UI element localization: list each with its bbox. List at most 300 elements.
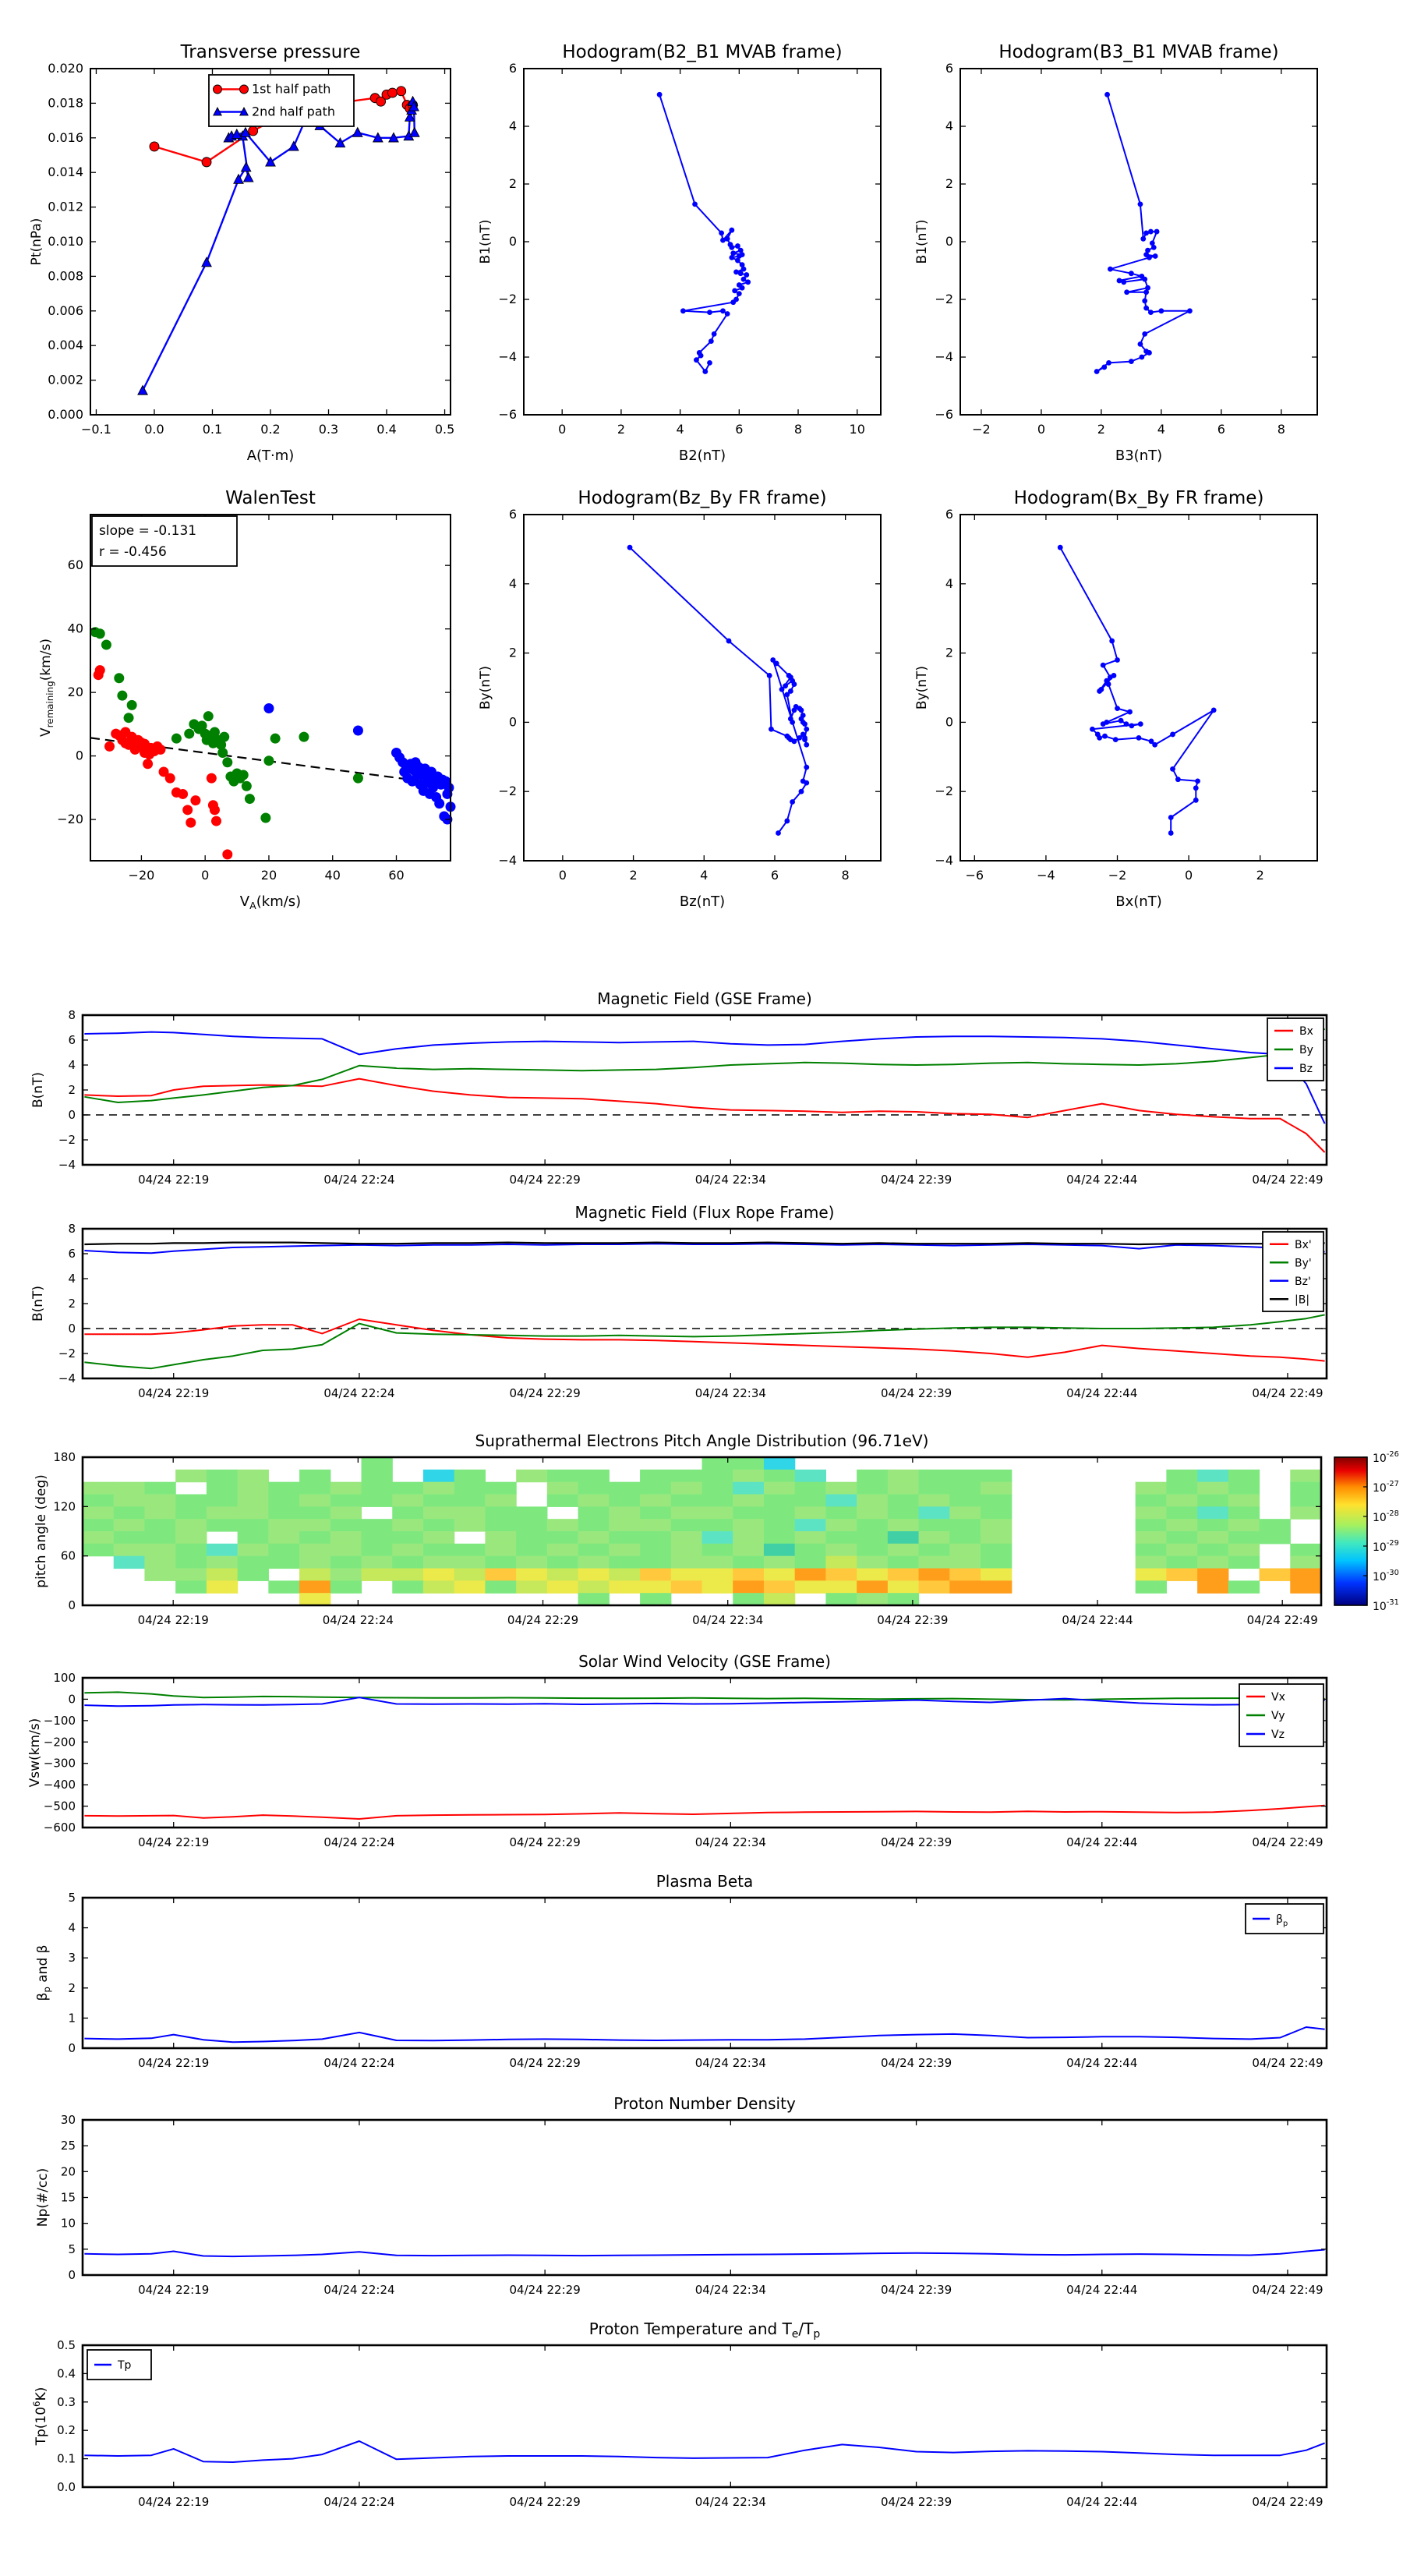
heatmap-cell xyxy=(1166,1556,1197,1569)
heatmap-cell xyxy=(981,1470,1012,1482)
y-tick-label: −200 xyxy=(43,1735,76,1750)
heatmap-cell xyxy=(175,1495,207,1507)
marker-dot xyxy=(657,92,663,97)
legend-label: $\beta_p$ xyxy=(1276,1913,1288,1928)
heatmap-cell xyxy=(888,1495,919,1507)
y-axis-label: $V_{remaining}(km/s)$ xyxy=(38,639,55,737)
heatmap-cell xyxy=(795,1470,826,1482)
heatmap-cell xyxy=(825,1506,857,1519)
legend-label: By' xyxy=(1295,1257,1312,1270)
marker-dot xyxy=(1111,673,1117,678)
heatmap-cell xyxy=(1228,1556,1260,1569)
y-tick-label: −6 xyxy=(935,407,953,422)
colorbar-tick-label: $10^{-31}$ xyxy=(1373,1598,1399,1613)
x-tick-label: 8 xyxy=(841,868,850,883)
marker-dot xyxy=(1148,229,1154,235)
heatmap-cell xyxy=(640,1593,671,1605)
panel-transverse-pressure xyxy=(29,42,454,464)
x-tick-label: 04/24 22:39 xyxy=(880,2283,952,2297)
marker-triangle xyxy=(289,141,299,150)
x-tick-label: 04/24 22:29 xyxy=(509,1173,581,1187)
marker-dot xyxy=(1058,545,1063,550)
x-tick-label: 04/24 22:34 xyxy=(694,1835,766,1849)
marker-dot xyxy=(210,805,220,815)
heatmap-cell xyxy=(423,1580,454,1593)
heatmap-cell xyxy=(981,1569,1012,1581)
y-tick-label: 60 xyxy=(67,557,83,573)
marker-dot xyxy=(353,773,363,784)
marker-dot xyxy=(738,271,744,276)
x-tick-label: 04/24 22:34 xyxy=(694,2495,766,2509)
marker-dot xyxy=(1147,350,1152,356)
heatmap-cell xyxy=(392,1556,423,1569)
heatmap-cell xyxy=(640,1556,671,1569)
marker-dot xyxy=(1124,721,1129,727)
marker-dot xyxy=(1153,253,1158,259)
heatmap-cell xyxy=(485,1556,516,1569)
y-tick-label: 0 xyxy=(68,1598,76,1612)
x-tick-label: 04/24 22:44 xyxy=(1066,2283,1138,2297)
x-tick-label: 04/24 22:29 xyxy=(509,2495,581,2509)
heatmap-cell xyxy=(671,1580,702,1593)
y-tick-label: 2 xyxy=(508,645,517,660)
marker-dot xyxy=(790,799,795,805)
heatmap-cell xyxy=(733,1506,764,1519)
heatmap-cell xyxy=(1260,1569,1291,1581)
marker-dot xyxy=(353,725,363,735)
heatmap-cell xyxy=(949,1506,981,1519)
panel-walen-test xyxy=(38,488,456,911)
series-Bx-prime xyxy=(84,1319,1324,1361)
heatmap-cell xyxy=(516,1556,547,1569)
heatmap-cell xyxy=(949,1544,981,1556)
heatmap-cell xyxy=(795,1482,826,1495)
x-tick-label: 04/24 22:24 xyxy=(322,1613,394,1627)
heatmap-cell xyxy=(857,1580,888,1593)
y-tick-label: −300 xyxy=(43,1756,76,1771)
marker-dot xyxy=(1127,709,1133,715)
legend-label: |B| xyxy=(1295,1293,1310,1307)
heatmap-cell xyxy=(1166,1506,1197,1519)
heatmap-cell xyxy=(888,1506,919,1519)
heatmap-cell xyxy=(888,1544,919,1556)
marker-dot xyxy=(709,338,714,344)
heatmap-cell xyxy=(268,1519,299,1531)
marker-dot xyxy=(726,639,732,644)
heatmap-cell xyxy=(764,1482,795,1495)
heatmap-cell xyxy=(516,1544,547,1556)
heatmap-cell xyxy=(547,1519,578,1531)
marker-dot xyxy=(270,734,281,744)
marker-dot xyxy=(1138,341,1143,347)
heatmap-cell xyxy=(392,1506,423,1519)
x-axis-label: Bz(nT) xyxy=(679,893,726,910)
heatmap-cell xyxy=(1136,1519,1167,1531)
marker-dot xyxy=(712,331,717,337)
heatmap-cell xyxy=(207,1506,238,1519)
x-tick-label: 04/24 22:44 xyxy=(1066,2495,1138,2509)
heatmap-cell xyxy=(144,1482,175,1495)
heatmap-cell xyxy=(238,1495,269,1507)
marker-dot xyxy=(1094,369,1100,374)
marker-dot xyxy=(101,640,111,650)
heatmap-cell xyxy=(1197,1544,1228,1556)
x-tick-label: 04/24 22:24 xyxy=(323,2056,395,2070)
y-tick-label: −2 xyxy=(935,784,953,799)
marker-dot xyxy=(1142,277,1147,282)
marker-dot xyxy=(178,789,188,799)
heatmap-cell xyxy=(330,1482,362,1495)
heatmap-cell xyxy=(238,1556,269,1569)
heatmap-cell xyxy=(423,1482,454,1495)
marker-dot xyxy=(1175,777,1181,782)
y-tick-label: 0 xyxy=(68,1108,76,1122)
x-tick-label: 20 xyxy=(260,868,277,883)
x-tick-label: 0 xyxy=(1037,422,1046,437)
heatmap-cell xyxy=(516,1470,547,1482)
y-tick-label: 0.000 xyxy=(48,407,83,422)
marker-dot xyxy=(1115,706,1120,711)
heatmap-cell xyxy=(888,1531,919,1544)
y-tick-label: −4 xyxy=(498,349,517,364)
marker-dot xyxy=(1115,657,1120,663)
y-tick-label: 2 xyxy=(68,1083,76,1097)
marker-dot xyxy=(124,713,134,723)
colorbar-tick-label: $10^{-29}$ xyxy=(1373,1539,1399,1554)
marker-dot xyxy=(802,735,808,741)
marker-dot xyxy=(707,360,712,366)
x-tick-label: 0 xyxy=(201,868,210,883)
heatmap-cell xyxy=(547,1482,578,1495)
heatmap-cell xyxy=(949,1531,981,1544)
marker-dot xyxy=(1124,289,1129,295)
y-tick-label: −6 xyxy=(498,407,517,422)
y-tick-label: 60 xyxy=(60,1548,76,1563)
y-tick-label: 0.4 xyxy=(57,2366,76,2381)
colorbar-tick-label: $10^{-27}$ xyxy=(1373,1480,1399,1495)
heatmap-cell xyxy=(299,1506,330,1519)
y-axis-label: By(nT) xyxy=(478,665,493,710)
marker-dot xyxy=(127,700,137,710)
marker-dot xyxy=(1170,766,1175,772)
heatmap-cell xyxy=(919,1531,950,1544)
x-tick-label: 2 xyxy=(1097,422,1105,437)
marker-dot xyxy=(1108,267,1113,272)
legend-label: Vx xyxy=(1271,1691,1285,1704)
heatmap-cell xyxy=(547,1531,578,1544)
panel-title: Hodogram(B2_B1 MVAB frame) xyxy=(562,42,843,62)
heatmap-cell xyxy=(671,1470,702,1482)
x-tick-label: 4 xyxy=(676,422,684,437)
marker-dot xyxy=(737,291,742,296)
marker-dot xyxy=(1142,331,1147,337)
heatmap-cell xyxy=(1136,1556,1167,1569)
y-tick-label: 0.2 xyxy=(57,2423,76,2438)
legend-label: Bx xyxy=(1299,1025,1313,1038)
heatmap-cell xyxy=(733,1495,764,1507)
x-tick-label: 04/24 22:44 xyxy=(1062,1613,1133,1627)
marker-dot xyxy=(1129,723,1134,728)
x-tick-label: 04/24 22:24 xyxy=(323,1835,395,1849)
marker-dot xyxy=(1097,735,1102,741)
x-tick-label: 04/24 22:39 xyxy=(880,1386,952,1400)
marker-dot xyxy=(1109,639,1115,644)
heatmap-cell xyxy=(485,1519,516,1531)
x-tick-label: 04/24 22:29 xyxy=(509,2056,581,2070)
heatmap-cell xyxy=(207,1470,238,1482)
marker-dot xyxy=(211,816,221,826)
marker-triangle xyxy=(410,128,419,137)
marker-dot xyxy=(1140,236,1146,242)
heatmap-cell xyxy=(795,1506,826,1519)
heatmap-cell xyxy=(268,1531,299,1544)
y-axis-label: Pt(nPa) xyxy=(29,218,44,266)
marker-dot xyxy=(788,688,793,694)
marker-dot xyxy=(627,545,633,550)
heatmap-cell xyxy=(981,1531,1012,1544)
y-tick-label: 0.0 xyxy=(57,2480,76,2494)
x-tick-label: 8 xyxy=(1277,422,1285,437)
heatmap-cell xyxy=(640,1506,671,1519)
heatmap-cell xyxy=(516,1531,547,1544)
heatmap-cell xyxy=(640,1470,671,1482)
x-tick-label: 04/24 22:19 xyxy=(138,2495,210,2509)
x-tick-label: 04/24 22:44 xyxy=(1066,1386,1138,1400)
x-tick-label: 6 xyxy=(1217,422,1225,437)
x-axis-label: Bx(nT) xyxy=(1115,893,1162,910)
marker-dot xyxy=(143,759,153,769)
heatmap-cell xyxy=(671,1569,702,1581)
y-tick-label: 40 xyxy=(67,621,83,636)
heatmap-cell xyxy=(268,1495,299,1507)
x-tick-label: 04/24 22:19 xyxy=(138,2283,210,2297)
heatmap-cell xyxy=(671,1519,702,1531)
marker-dot xyxy=(117,691,127,701)
heatmap-cell xyxy=(919,1544,950,1556)
legend-label: By xyxy=(1299,1044,1313,1056)
marker-dot xyxy=(1193,785,1199,791)
y-tick-label: 25 xyxy=(60,2139,76,2153)
heatmap-cell xyxy=(949,1495,981,1507)
heatmap-cell xyxy=(857,1569,888,1581)
panel-plasma-beta xyxy=(35,1872,1327,2070)
heatmap-cell xyxy=(702,1457,733,1470)
heatmap-cell xyxy=(888,1593,919,1605)
y-tick-label: 0 xyxy=(945,714,953,730)
y-tick-label: −500 xyxy=(43,1799,76,1813)
series-b3-b1-path xyxy=(1097,94,1189,371)
marker-triangle xyxy=(353,128,362,137)
heatmap-cell xyxy=(857,1519,888,1531)
heatmap-cell xyxy=(671,1506,702,1519)
heatmap-cell xyxy=(919,1556,950,1569)
marker-circle xyxy=(387,88,397,97)
y-tick-label: 4 xyxy=(68,1272,76,1286)
marker-dot xyxy=(1193,798,1199,803)
marker-dot xyxy=(804,742,809,748)
marker-circle xyxy=(397,87,406,96)
heatmap-cell xyxy=(671,1556,702,1569)
marker-dot xyxy=(1129,271,1134,276)
legend-label: Bz' xyxy=(1295,1275,1311,1288)
marker-dot xyxy=(745,279,751,285)
y-tick-label: 20 xyxy=(60,2164,76,2179)
marker-dot xyxy=(245,794,255,804)
marker-dot xyxy=(171,734,182,744)
x-tick-label: 04/24 22:49 xyxy=(1252,1173,1323,1187)
heatmap-cell xyxy=(1197,1506,1228,1519)
heatmap-cell xyxy=(83,1544,114,1556)
y-tick-label: 8 xyxy=(68,1222,76,1236)
heatmap-cell xyxy=(609,1482,640,1495)
heatmap-cell xyxy=(825,1593,857,1605)
heatmap-cell xyxy=(175,1470,207,1482)
heatmap-cell xyxy=(114,1556,145,1569)
y-tick-label: 0.012 xyxy=(48,199,83,214)
y-tick-label: 2 xyxy=(68,1297,76,1311)
x-tick-label: 0.5 xyxy=(434,422,455,437)
heatmap-cell xyxy=(733,1519,764,1531)
panel-title: Proton Temperature and $T_e/T_p$ xyxy=(588,2319,821,2341)
x-tick-label: 04/24 22:29 xyxy=(509,1835,581,1849)
heatmap-cell xyxy=(330,1544,362,1556)
heatmap-cell xyxy=(981,1495,1012,1507)
marker-dot xyxy=(1154,229,1160,235)
heatmap-cell xyxy=(330,1569,362,1581)
marker-dot xyxy=(1090,727,1095,732)
heatmap-cell xyxy=(640,1495,671,1507)
heatmap-cell xyxy=(175,1519,207,1531)
marker-dot xyxy=(729,245,734,250)
heatmap-cell xyxy=(1290,1544,1321,1556)
heatmap-cell xyxy=(578,1531,610,1544)
heatmap-cell xyxy=(83,1495,114,1507)
heatmap-cell xyxy=(640,1519,671,1531)
x-tick-label: 0 xyxy=(1185,868,1193,883)
heatmap-cell xyxy=(981,1482,1012,1495)
heatmap-cell xyxy=(949,1556,981,1569)
y-axis-label: $\beta_p$ and β xyxy=(35,1944,52,2001)
heatmap-cell xyxy=(83,1506,114,1519)
heatmap-cell xyxy=(1228,1495,1260,1507)
marker-triangle xyxy=(244,172,253,182)
x-tick-label: 04/24 22:49 xyxy=(1252,2495,1323,2509)
heatmap-cell xyxy=(1228,1580,1260,1593)
series-beta-p xyxy=(84,2027,1324,2042)
legend-label: Tp xyxy=(118,2359,132,2372)
x-tick-label: 04/24 22:19 xyxy=(137,1613,209,1627)
heatmap-cell xyxy=(299,1495,330,1507)
heatmap-cell xyxy=(362,1569,393,1581)
marker-dot xyxy=(1102,734,1108,739)
heatmap-cell xyxy=(207,1519,238,1531)
marker-dot xyxy=(1106,360,1111,366)
x-tick-label: 4 xyxy=(1157,422,1165,437)
y-tick-label: −4 xyxy=(498,853,517,868)
marker-dot xyxy=(184,729,194,739)
heatmap-cell xyxy=(578,1519,610,1531)
heatmap-cell xyxy=(640,1544,671,1556)
heatmap-cell xyxy=(671,1531,702,1544)
heatmap-cell xyxy=(733,1569,764,1581)
heatmap-cell xyxy=(919,1569,950,1581)
marker-dot xyxy=(767,673,772,678)
heatmap-cell xyxy=(825,1519,857,1531)
heatmap-cell xyxy=(299,1556,330,1569)
heatmap-cell xyxy=(1197,1531,1228,1544)
y-tick-label: 5 xyxy=(68,1891,76,1905)
heatmap-cell xyxy=(919,1495,950,1507)
marker-dot xyxy=(790,720,795,725)
heatmap-cell xyxy=(330,1519,362,1531)
panel-solar-wind-velocity xyxy=(27,1652,1327,1849)
marker-dot xyxy=(741,277,747,282)
heatmap-cell xyxy=(362,1470,393,1482)
heatmap-cell xyxy=(516,1569,547,1581)
heatmap-cell xyxy=(609,1580,640,1593)
heatmap-cell xyxy=(547,1544,578,1556)
heatmap-cell xyxy=(578,1569,610,1581)
heatmap-cell xyxy=(207,1569,238,1581)
heatmap-cell xyxy=(1136,1482,1167,1495)
heatmap-cell xyxy=(888,1580,919,1593)
panel-title: Solar Wind Velocity (GSE Frame) xyxy=(578,1652,831,1671)
x-tick-label: 0 xyxy=(558,422,567,437)
heatmap-cell xyxy=(547,1556,578,1569)
heatmap-cell xyxy=(1136,1506,1167,1519)
heatmap-cell xyxy=(1136,1531,1167,1544)
axes-frame xyxy=(524,69,881,415)
heatmap-cell xyxy=(392,1544,423,1556)
x-axis-label: B3(nT) xyxy=(1115,448,1163,464)
marker-dot xyxy=(680,308,686,313)
marker-dot xyxy=(207,773,217,784)
heatmap-cell xyxy=(299,1519,330,1531)
heatmap-cell xyxy=(485,1544,516,1556)
marker-dot xyxy=(1168,815,1174,820)
heatmap-cell xyxy=(764,1593,795,1605)
marker-dot xyxy=(694,357,699,363)
x-tick-label: 0.3 xyxy=(318,422,339,437)
y-tick-label: 6 xyxy=(508,61,517,76)
heatmap-cell xyxy=(454,1580,486,1593)
x-tick-label: −2 xyxy=(972,422,991,437)
heatmap-cell xyxy=(114,1531,145,1544)
heatmap-cell xyxy=(764,1457,795,1470)
y-axis-label: By(nT) xyxy=(914,665,930,710)
heatmap-cell xyxy=(392,1580,423,1593)
marker-dot xyxy=(242,781,252,791)
heatmap-cell xyxy=(392,1495,423,1507)
y-axis-label: $Tp(10^6K)$ xyxy=(31,2387,49,2446)
y-axis-label: B(nT) xyxy=(30,1285,46,1322)
heatmap-cell xyxy=(578,1556,610,1569)
y-tick-label: 6 xyxy=(508,507,517,522)
x-tick-label: 04/24 22:39 xyxy=(877,1613,949,1627)
y-tick-label: −4 xyxy=(935,349,953,364)
heatmap-cell xyxy=(949,1482,981,1495)
axes-frame xyxy=(524,515,881,861)
y-tick-label: 0.002 xyxy=(48,372,83,387)
heatmap-cell xyxy=(733,1593,764,1605)
heatmap-cell xyxy=(1228,1506,1260,1519)
x-tick-label: 04/24 22:24 xyxy=(323,2495,395,2509)
marker-dot xyxy=(730,299,736,305)
y-tick-label: −4 xyxy=(935,853,953,868)
heatmap-cell xyxy=(795,1580,826,1593)
colorbar-tick-label: $10^{-30}$ xyxy=(1373,1569,1399,1583)
heatmap-cell xyxy=(795,1495,826,1507)
